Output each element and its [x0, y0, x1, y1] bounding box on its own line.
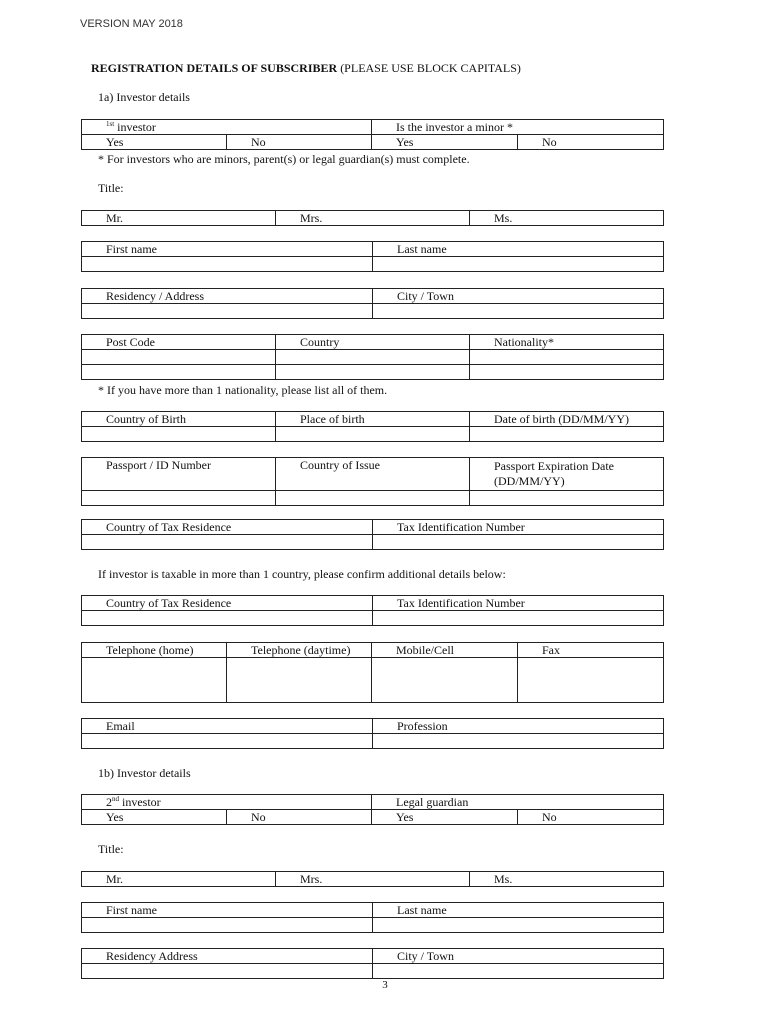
title-label-1: Title:: [98, 181, 124, 195]
email-table: [81, 718, 664, 749]
tax-residence-label: Country of Tax Residence: [82, 520, 373, 535]
tel-home-field[interactable]: [82, 658, 227, 703]
minor-question: Is the investor a minor *: [372, 120, 664, 135]
address-table-2: [81, 948, 664, 979]
address-label-2: Residency Address: [82, 949, 373, 964]
second-investor-table: [81, 794, 664, 825]
guardian-no[interactable]: No: [518, 810, 664, 825]
tax-table-1: [81, 519, 664, 550]
section-1b-title: 1b) Investor details: [98, 766, 191, 780]
country-birth-label: Country of Birth: [82, 412, 276, 427]
country-issue-field[interactable]: [276, 491, 470, 506]
tin-label: Tax Identification Number: [373, 520, 664, 535]
post-code-field[interactable]: [82, 350, 276, 365]
dob-label: Date of birth (DD/MM/YY): [470, 412, 664, 427]
name-table-2: [81, 902, 664, 933]
title-ms-2[interactable]: Ms.: [470, 872, 664, 887]
passport-field[interactable]: [82, 491, 276, 506]
birth-table: [81, 411, 664, 442]
title-ms[interactable]: Ms.: [470, 211, 664, 226]
tax-residence-label-2: Country of Tax Residence: [82, 596, 373, 611]
minor-note: * For investors who are minors, parent(s) or legal guardian(s) must complete.: [98, 152, 470, 166]
title-table-2: [81, 871, 664, 887]
mobile-field[interactable]: [372, 658, 518, 703]
post-code-field-2[interactable]: [82, 365, 276, 380]
title-mrs-2[interactable]: Mrs.: [276, 872, 470, 887]
first-investor-table: [81, 119, 664, 150]
second-investor-no[interactable]: No: [227, 810, 372, 825]
heading-bold: REGISTRATION DETAILS OF SUBSCRIBER: [91, 61, 338, 75]
passport-exp-field[interactable]: [470, 491, 664, 506]
title-mr[interactable]: Mr.: [82, 211, 276, 226]
passport-exp-label: Passport Expiration Date (DD/MM/YY): [470, 458, 664, 491]
tel-day-field[interactable]: [227, 658, 372, 703]
title-table-1: [81, 210, 664, 226]
version-label: VERSION MAY 2018: [80, 18, 183, 30]
address-label: Residency / Address: [82, 289, 373, 304]
address-table-1: [81, 288, 664, 319]
passport-label: Passport / ID Number: [82, 458, 276, 491]
fax-label: Fax: [518, 643, 664, 658]
country-field[interactable]: [276, 350, 470, 365]
tel-day-label: Telephone (daytime): [227, 643, 372, 658]
additional-tax-note: If investor is taxable in more than 1 country, please confirm additional details below:: [98, 567, 506, 581]
place-birth-label: Place of birth: [276, 412, 470, 427]
tax-residence-field-2[interactable]: [82, 611, 373, 626]
address-field-2[interactable]: [82, 964, 373, 979]
country-birth-field[interactable]: [82, 427, 276, 442]
tin-field-2[interactable]: [373, 611, 664, 626]
nationality-label: Nationality*: [470, 335, 664, 350]
place-birth-field[interactable]: [276, 427, 470, 442]
first-investor-label: $^{1st}$ investor: [82, 120, 372, 135]
profession-label: Profession: [373, 719, 664, 734]
guardian-label: Legal guardian: [372, 795, 664, 810]
postcode-table: [81, 334, 664, 380]
country-label: Country: [276, 335, 470, 350]
city-field-2[interactable]: [373, 964, 664, 979]
profession-field[interactable]: [373, 734, 664, 749]
name-table-1: [81, 241, 664, 272]
dob-field[interactable]: [470, 427, 664, 442]
city-label-2: City / Town: [373, 949, 664, 964]
second-investor-label: 2nd investor: [82, 795, 372, 810]
first-investor-yes[interactable]: Yes: [82, 135, 227, 150]
nationality-note: * If you have more than 1 nationality, please list all of them.: [98, 383, 388, 397]
email-label: Email: [82, 719, 373, 734]
phone-table: [81, 642, 664, 703]
minor-yes[interactable]: Yes: [372, 135, 518, 150]
city-label: City / Town: [373, 289, 664, 304]
title-label-2: Title:: [98, 842, 124, 856]
city-field[interactable]: [373, 304, 664, 319]
country-issue-label: Country of Issue: [276, 458, 470, 491]
minor-no[interactable]: No: [518, 135, 664, 150]
first-investor-no[interactable]: No: [227, 135, 372, 150]
email-field[interactable]: [82, 734, 373, 749]
last-name-label: Last name: [373, 242, 664, 257]
fax-field[interactable]: [518, 658, 664, 703]
guardian-yes[interactable]: Yes: [372, 810, 518, 825]
first-name-label: First name: [82, 242, 373, 257]
section-1a-title: 1a) Investor details: [98, 90, 190, 104]
last-name-field-2[interactable]: [373, 918, 664, 933]
tel-home-label: Telephone (home): [82, 643, 227, 658]
first-name-field-2[interactable]: [82, 918, 373, 933]
tax-table-2: [81, 595, 664, 626]
passport-table: [81, 457, 664, 506]
tax-residence-field[interactable]: [82, 535, 373, 550]
page-number: 3: [382, 979, 388, 991]
title-mrs[interactable]: Mrs.: [276, 211, 470, 226]
last-name-label-2: Last name: [373, 903, 664, 918]
country-field-2[interactable]: [276, 365, 470, 380]
nationality-field-2[interactable]: [470, 365, 664, 380]
first-name-label-2: First name: [82, 903, 373, 918]
first-name-field[interactable]: [82, 257, 373, 272]
post-code-label: Post Code: [82, 335, 276, 350]
address-field[interactable]: [82, 304, 373, 319]
title-mr-2[interactable]: Mr.: [82, 872, 276, 887]
tin-label-2: Tax Identification Number: [373, 596, 664, 611]
tin-field[interactable]: [373, 535, 664, 550]
mobile-label: Mobile/Cell: [372, 643, 518, 658]
heading-note: (PLEASE USE BLOCK CAPITALS): [337, 61, 521, 75]
last-name-field[interactable]: [373, 257, 664, 272]
second-investor-yes[interactable]: Yes: [82, 810, 227, 825]
page-heading: [91, 61, 521, 75]
nationality-field[interactable]: [470, 350, 664, 365]
